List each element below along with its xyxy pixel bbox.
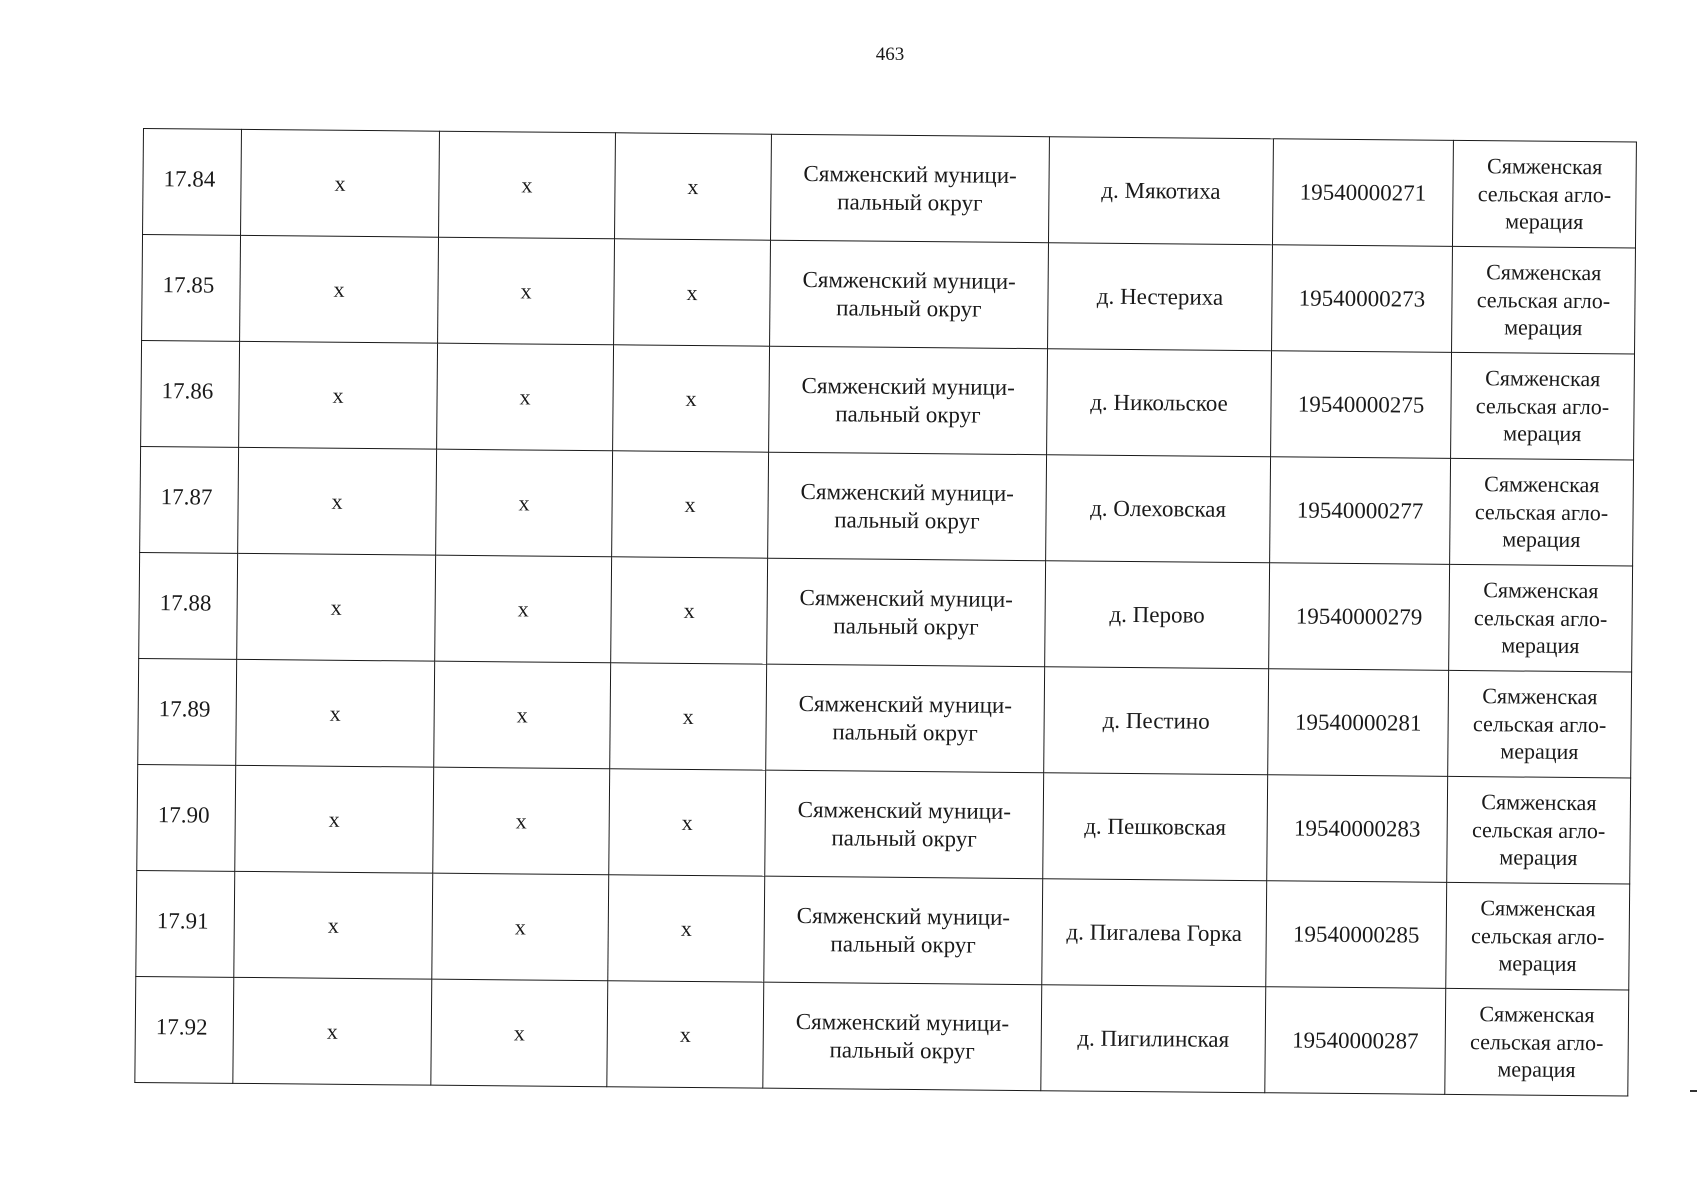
oktmo-code-cell: 19540000283: [1267, 775, 1448, 883]
agglomeration-cell: [1452, 140, 1636, 248]
scan-mark: [1690, 1090, 1697, 1092]
agglomeration-cell: [1447, 776, 1631, 884]
settlement-cell: д. Пигалева Горка: [1042, 879, 1267, 987]
table-row: [140, 446, 1634, 566]
oktmo-code-cell: 19540000275: [1271, 351, 1452, 459]
row-number-cell: 17.92: [135, 976, 234, 1083]
okrug-line: Сямженский муници-: [801, 372, 1015, 400]
oktmo-code-cell: 19540000285: [1266, 881, 1447, 989]
settlement-cell: д. Мякотиха: [1048, 137, 1273, 245]
agglomeration-cell: [1445, 988, 1629, 1096]
x-cell: x: [237, 553, 436, 661]
agglomeration-line: мерация: [1499, 844, 1578, 871]
settlement-cell: д. Никольское: [1047, 349, 1272, 457]
agglomeration-line: сельская агло-: [1475, 392, 1610, 420]
row-number-cell: 17.89: [138, 658, 237, 765]
okrug-line: Сямженский муници-: [798, 690, 1013, 718]
agglomeration-line: мерация: [1501, 632, 1580, 659]
okrug-line: пальный округ: [829, 1036, 975, 1064]
table-row: [137, 764, 1631, 884]
agglomeration-line: мерация: [1503, 420, 1582, 447]
x-cell: x: [240, 235, 439, 343]
agglomeration-cell: [1450, 458, 1634, 566]
row-number-cell: 17.88: [139, 552, 238, 659]
municipal-okrug-cell: [768, 452, 1047, 561]
row-number-cell: 17.85: [142, 235, 241, 342]
oktmo-code-cell: 19540000281: [1268, 669, 1449, 777]
x-cell: x: [235, 765, 434, 873]
row-number-cell: 17.84: [143, 129, 242, 236]
x-cell: x: [613, 345, 770, 452]
agglomeration-cell: [1451, 352, 1635, 460]
x-cell: x: [433, 767, 610, 875]
agglomeration-line: сельская агло-: [1471, 816, 1606, 844]
okrug-line: Сямженский муници-: [795, 1008, 1010, 1036]
table-row: [141, 340, 1635, 460]
x-cell: x: [431, 979, 608, 1087]
settlement-cell: д. Нестериха: [1048, 243, 1273, 351]
okrug-line: пальный округ: [837, 188, 983, 216]
x-cell: x: [610, 663, 767, 770]
agglomeration-line: мерация: [1497, 1056, 1576, 1083]
okrug-line: Сямженский муници-: [796, 902, 1011, 930]
table-row: [138, 658, 1632, 778]
table-row: [139, 552, 1633, 672]
okrug-line: Сямженский муници-: [803, 160, 1017, 188]
oktmo-code-cell: 19540000277: [1270, 457, 1451, 565]
x-cell: x: [437, 343, 614, 451]
x-cell: x: [609, 769, 766, 876]
x-cell: x: [607, 981, 764, 1088]
settlement-cell: д. Перово: [1045, 561, 1270, 669]
table-row: [142, 235, 1636, 355]
municipal-okrug-cell: [765, 770, 1044, 879]
agglomeration-line: сельская агло-: [1476, 286, 1611, 314]
settlement-cell: д. Пигилинская: [1041, 985, 1266, 1093]
document-table-wrapper: [134, 128, 1637, 1097]
x-cell: x: [439, 131, 616, 239]
x-cell: x: [435, 555, 612, 663]
agglomeration-cell: [1446, 882, 1630, 990]
settlement-cell: д. Пестино: [1044, 667, 1269, 775]
row-number-cell: 17.87: [140, 446, 239, 553]
okrug-line: Сямженский муници-: [800, 478, 1014, 506]
agglomeration-line: мерация: [1504, 314, 1583, 341]
okrug-line: пальный округ: [831, 824, 977, 852]
agglomeration-line: мерация: [1505, 208, 1584, 235]
x-cell: x: [438, 237, 615, 345]
okrug-line: пальный округ: [833, 612, 979, 640]
okrug-line: пальный округ: [836, 294, 982, 322]
okrug-line: пальный округ: [830, 930, 976, 958]
x-cell: x: [611, 557, 768, 664]
x-cell: x: [432, 873, 609, 981]
x-cell: x: [615, 133, 772, 240]
x-cell: x: [239, 341, 438, 449]
agglomeration-line: сельская агло-: [1474, 498, 1609, 526]
agglomeration-line: мерация: [1500, 738, 1579, 765]
table-row: [136, 870, 1630, 990]
x-cell: x: [434, 661, 611, 769]
municipal-okrug-cell: [763, 982, 1042, 1091]
oktmo-code-cell: 19540000287: [1265, 987, 1446, 1095]
settlements-table: [134, 128, 1637, 1097]
row-number-cell: 17.90: [137, 764, 236, 871]
table-row: [143, 129, 1637, 249]
agglomeration-cell: [1452, 246, 1636, 354]
agglomeration-line: сельская агло-: [1470, 922, 1605, 950]
okrug-line: Сямженский муници-: [802, 266, 1016, 294]
agglomeration-line: Сямженская: [1485, 365, 1601, 392]
oktmo-code-cell: 19540000279: [1269, 563, 1450, 671]
okrug-line: пальный округ: [834, 506, 980, 534]
x-cell: x: [608, 875, 765, 982]
agglomeration-line: мерация: [1498, 950, 1577, 977]
settlement-cell: д. Пешковская: [1043, 773, 1268, 881]
agglomeration-line: Сямженская: [1480, 895, 1596, 922]
agglomeration-line: Сямженская: [1486, 259, 1602, 286]
row-number-cell: 17.91: [136, 870, 235, 977]
agglomeration-cell: [1448, 670, 1632, 778]
agglomeration-line: сельская агло-: [1472, 710, 1607, 738]
municipal-okrug-cell: [770, 240, 1049, 349]
agglomeration-line: сельская агло-: [1469, 1028, 1604, 1056]
x-cell: x: [436, 449, 613, 557]
agglomeration-line: Сямженская: [1487, 153, 1603, 180]
municipal-okrug-cell: [767, 558, 1046, 667]
agglomeration-line: Сямженская: [1482, 683, 1598, 710]
municipal-okrug-cell: [769, 346, 1048, 455]
oktmo-code-cell: 19540000273: [1272, 245, 1453, 353]
x-cell: x: [234, 871, 433, 979]
agglomeration-line: Сямженская: [1483, 577, 1599, 604]
agglomeration-line: сельская агло-: [1477, 180, 1612, 208]
x-cell: x: [236, 659, 435, 767]
agglomeration-cell: [1449, 564, 1633, 672]
settlement-cell: д. Олеховская: [1046, 455, 1271, 563]
agglomeration-line: сельская агло-: [1473, 604, 1608, 632]
oktmo-code-cell: 19540000271: [1272, 139, 1453, 247]
row-number-cell: 17.86: [141, 340, 240, 447]
municipal-okrug-cell: [764, 876, 1043, 985]
x-cell: x: [241, 129, 440, 237]
page-number: 463: [875, 44, 905, 65]
agglomeration-line: Сямженская: [1479, 1001, 1595, 1028]
table-row: [135, 976, 1629, 1096]
okrug-line: пальный округ: [835, 400, 981, 428]
agglomeration-line: Сямженская: [1484, 471, 1600, 498]
x-cell: x: [614, 239, 771, 346]
municipal-okrug-cell: [771, 134, 1050, 243]
okrug-line: пальный округ: [832, 718, 978, 746]
okrug-line: Сямженский муници-: [799, 584, 1014, 612]
okrug-line: Сямженский муници-: [797, 796, 1012, 824]
agglomeration-line: Сямженская: [1481, 789, 1597, 816]
table-body: [135, 129, 1637, 1097]
municipal-okrug-cell: [766, 664, 1045, 773]
x-cell: x: [612, 451, 769, 558]
agglomeration-line: мерация: [1502, 526, 1581, 553]
x-cell: x: [233, 977, 432, 1085]
x-cell: x: [238, 447, 437, 555]
